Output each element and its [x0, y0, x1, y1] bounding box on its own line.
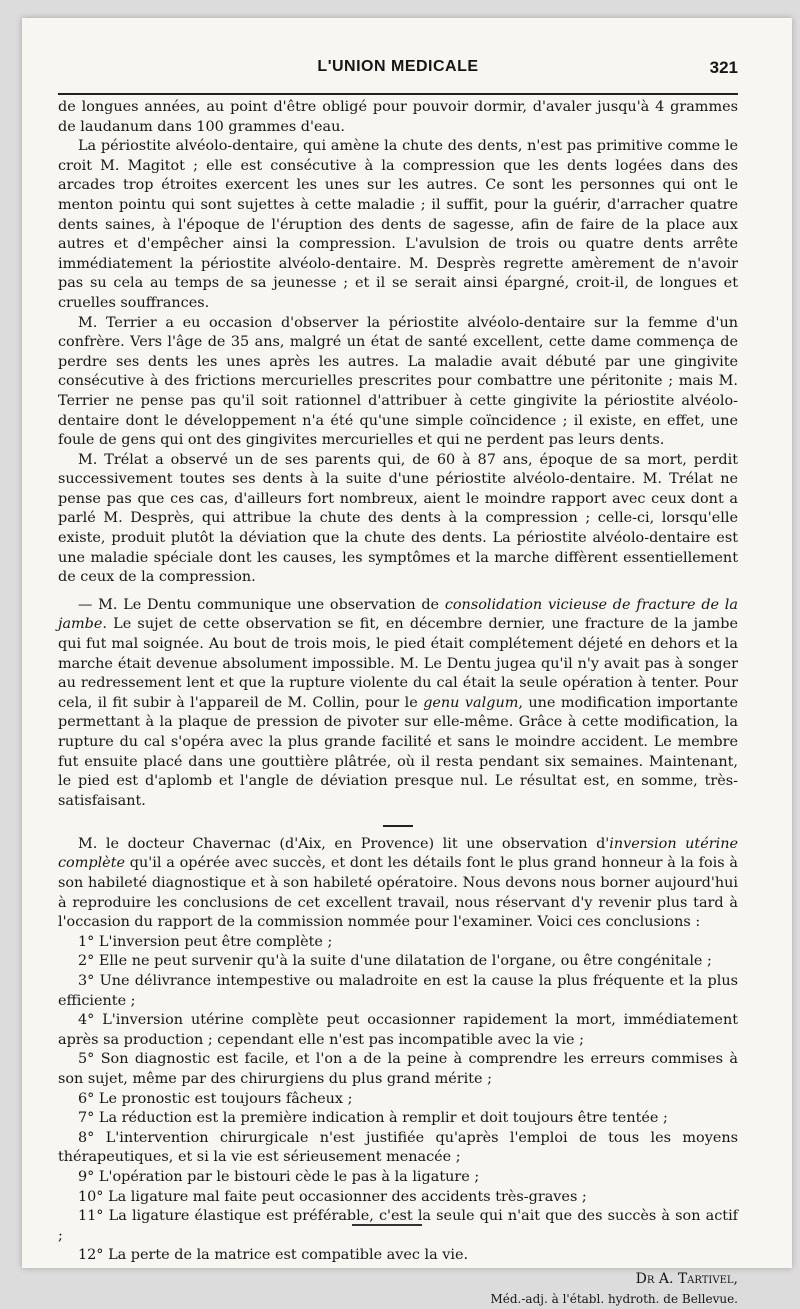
conclusion-item: 4° L'inversion utérine complète peut occasionner rapidement la mort, immédiatement après sa production ; cependant elle n'est pas incompatible avec la vie ; [58, 1012, 738, 1048]
conclusions-list [58, 933, 738, 1266]
conclusion-item: 1° L'inversion peut être complète ; [78, 933, 333, 950]
conclusion-item: 7° La réduction est la première indication à remplir et doit toujours être tentée ; [78, 1110, 668, 1127]
conclusion-item: 3° Une délivrance intempestive ou maladroite en est la cause la plus fréquente et la plus efficiente ; [58, 973, 738, 1009]
genu-valgum-term: genu valgum [423, 694, 519, 711]
page-sheet [22, 18, 792, 1306]
author-affiliation: Méd.-adj. à l'établ. hydroth. de Bellevue. [490, 1291, 738, 1306]
conclusion-item: 2° Elle ne peut survenir qu'à la suite d'une dilatation de l'organe, ou être congénitale ; [78, 953, 712, 970]
page-number: 321 [709, 58, 738, 77]
paragraph: M. Trélat a observé un de ses parents qui, de 60 à 87 ans, époque de sa mort, perdit successivement toutes ses dents à la suite d'une périostite alvéolo-dentaire. M. Trélat ne pense pas que ces cas, d'ailleurs fort nombreux, aient le moindre rapport avec ceux dont a parlé M. Desprès, qui attribue la chute des dents à la compression ; celle-ci, lorsqu'elle existe, produit plutôt la déviation que la chute des dents. La périostite alvéolo-dentaire est une maladie spéciale dont les causes, les symptômes et la marche diffèrent essentiellement de ceux de la compression. [58, 451, 738, 586]
chavernac-paragraph [58, 835, 738, 933]
signature-block [58, 1270, 738, 1309]
conclusion-item: 5° Son diagnostic est facile, et l'on a de la peine à comprendre les erreurs commises à son sujet, même par des chirurgiens du plus grand mérite ; [58, 1051, 738, 1087]
conclusion-item: 10° La ligature mal faite peut occasionner des accidents très-graves ; [78, 1188, 587, 1205]
dentu-text-2: , une modification importante permettant à la plaque de pression de pivoter sur elle-même. Grâce à cette modification, la rupture du cal s'opéra avec la plus grande facilité et sans le moindre accident. Le membre fut ensuite placé dans une gouttière plâtrée, où il resta pendant six semaines. Maintenant, le pied est d'aplomb et l'angle de déviation presque nul. Le résultat est, en somme, très-satisfaisant. [58, 694, 738, 809]
paragraph: La périostite alvéolo-dentaire, qui amène la chute des dents, n'est pas primitive comme le croit M. Magitot ; elle est consécutive à la compression que les dents logées dans des arcades trop étroites exercent les unes sur les autres. Ce sont les personnes qui ont le menton pointu qui sont sujettes à cette maladie ; il suffit, pour la guérir, d'arracher quatre dents saines, à l'époque de l'éruption des dents de sagesse, afin de faire de la place aux autres et d'empêcher ainsi la compression. L'avulsion de trois ou quatre dents arrête immédiatement la périostite alvéolo-dentaire. M. Desprès regrette amèrement de n'avoir pas su cela au temps de sa jeunesse ; et il se serait ainsi épargné, croit-il, de longues et cruelles souffrances. [58, 138, 738, 311]
dentu-text-1: . Le sujet de cette observation se fit, en décembre dernier, une fracture de la jambe qui fut mal soignée. Au bout de trois mois, le pied était complétement déjeté en dehors et la marche était devenue absolument impossible. M. Le Dentu jugea qu'il n'y avait pas à songer au redressement lent et que la rupture violente du cal était la seule opération à tenter. Pour cela, il fit subir à l'appareil de M. Collin, pour le [58, 616, 738, 711]
paragraph: M. Terrier a eu occasion d'observer la périostite alvéolo-dentaire sur la femme d'un confrère. Vers l'âge de 35 ans, malgré un état de santé excellent, cette dame commença de perdre ses dents les unes après les autres. La maladie avait débuté par une gingivite consécutive à des frictions mercurielles prescrites pour combattre une péritonite ; mais M. Terrier ne pense pas qu'il soit rationnel d'attribuer à cette gingivite la périostite alvéolo-dentaire dont le développement n'a été qu'une simple coïncidence ; il existe, en effet, une foule de gens qui ont des gingivites mercurielles et qui ne perdent pas leurs dents. [58, 314, 738, 449]
conclusion-item: 11° La ligature élastique est préférable, c'est la seule qui n'ait que des succès à son actif ; [58, 1208, 738, 1244]
header-rule [58, 93, 738, 95]
conclusion-item: 9° L'opération par le bistouri cède le pas à la ligature ; [78, 1168, 480, 1185]
page-header [58, 58, 738, 88]
dentu-paragraph [58, 596, 738, 812]
chavernac-lead: M. le docteur Chavernac (d'Aix, en Provence) lit une observation d' [78, 835, 610, 852]
chavernac-title: inversion utérine complète [58, 835, 738, 872]
article-body [58, 98, 738, 1309]
footer-rule [352, 1224, 422, 1226]
paragraph: de longues années, au point d'être obligé pour pouvoir dormir, d'avaler jusqu'à 4 grammes de laudanum dans 100 grammes d'eau. [58, 99, 738, 135]
dentu-title: consolidation vicieuse de fracture de la jambe [58, 596, 738, 633]
conclusion-item: 6° Le pronostic est toujours fâcheux ; [78, 1090, 353, 1107]
conclusion-item: 12° La perte de la matrice est compatible avec la vie. [78, 1247, 469, 1264]
chavernac-text: qu'il a opérée avec succès, et dont les détails font le plus grand honneur à la fois à son habileté diagnostique et à son habileté opératoire. Nous devons nous borner aujourd'hui à reproduire les conclusions de cet excellent travail, nous réservant d'y revenir plus tard à l'occasion du rapport de la commission nommée pour l'examiner. Voici ces conclusions : [58, 855, 738, 931]
running-title: L'UNION MEDICALE [317, 58, 479, 75]
section-separator [383, 825, 413, 827]
conclusion-item: 8° L'intervention chirurgicale n'est justifiée qu'après l'emploi de tous les moyens thérapeutiques, et si la vie est sérieusement menacée ; [58, 1129, 738, 1166]
dentu-lead: — M. Le Dentu communique une observation de [78, 596, 445, 613]
author-name: Dr A. Tartivel, [635, 1270, 738, 1287]
